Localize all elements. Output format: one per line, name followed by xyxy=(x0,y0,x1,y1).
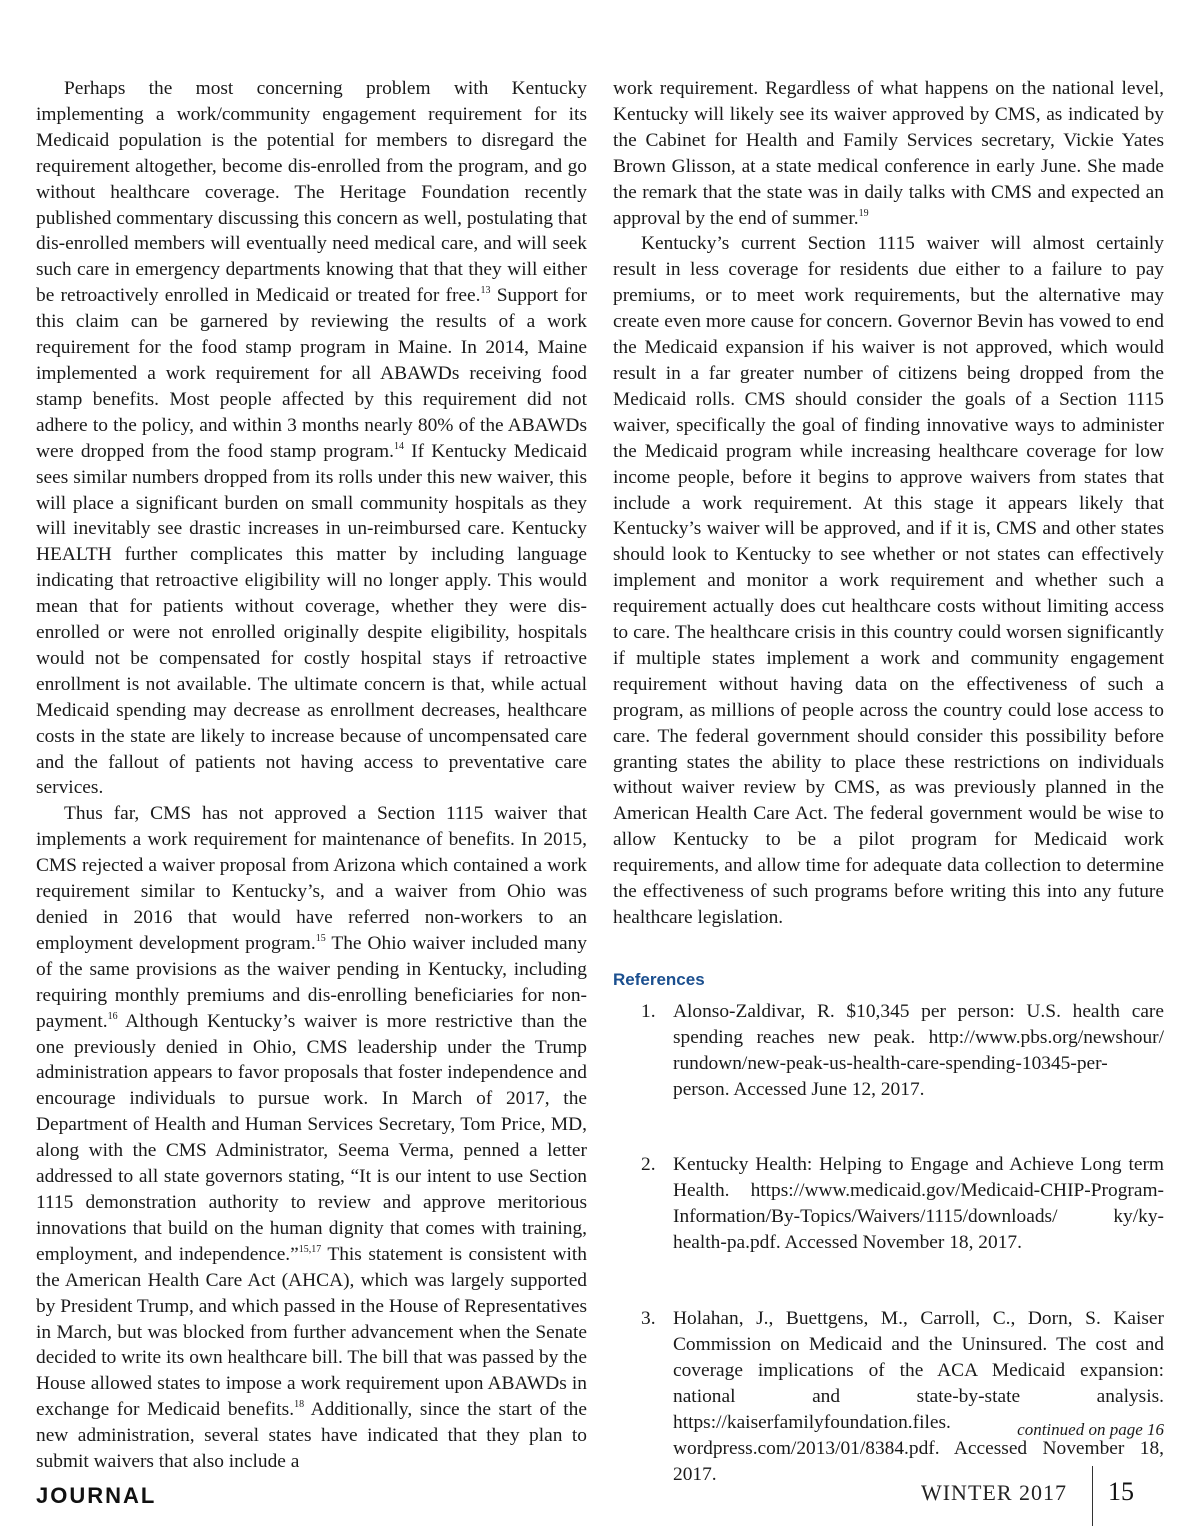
issue-label: WINTER 2017 xyxy=(920,1480,1067,1505)
body-paragraph: Perhaps the most concerning problem with Kentucky implementing a work/community engagement requirement for its Medicaid population is the potential for members to disregard the requirement altogether, become dis-enrolled from the program, and go without healthcare coverage. The Heritage Foundation recently published commentary discussing this concern as well, postulating that dis-enrolled members will eventually need medical care, and will seek such care in emergency departments knowing that that they will either be retroactively enrolled in Medicaid or treated for free.$^{13}$ Support for this claim can be garnered by reviewing the results of a work requirement for the food stamp program in Maine. In 2014, Maine implemented a work requirement for all ABAWDs receiving food stamp benefits. Most people affected by this requirement did not adhere to the policy, and within 3 months nearly 80% of the ABAWDs were dropped from the food stamp program.$^{14}$ If Kentucky Medicaid sees similar numbers dropped from its rolls under this new waiver, this will place a significant burden on small community hospitals as they will inevitably see drastic increases in un-reimbursed care. Kentucky HEALTH further complicates this matter by including language indicating that retroactive eligibility will no longer apply. This would mean that for patients without coverage, whether they were dis-enrolled or were not enrolled originally despite eligibility, hospitals would not be compensated for costly hospital stays if retroactive enrollment is not available. The ultimate concern is that, while actual Medicaid spending may decrease as enrollment decreases, healthcare costs in the state are likely to increase because of uncompensated care and the fallout of patients not having access to preventative care services. xyxy=(36,78,587,799)
footnote-ref: 14 xyxy=(393,440,404,452)
references-heading: References xyxy=(613,969,705,989)
reference-text: Kentucky Health: Helping to Engage and Achieve Long term Health. https://www.medicaid.gov/Medicaid-CHIP-Program-Information/By-Topics/Waivers/1115/downloads/ ky/ky-health-pa.pdf. Accessed November 18, 2017. xyxy=(673,1154,1164,1254)
footnote-ref: 15 xyxy=(315,932,326,944)
reference-item xyxy=(613,1152,1164,1256)
body-paragraph: Kentucky’s current Section 1115 waiver will almost certainly result in less coverage for residents due either to a failure to pay premiums, or to meet work requirements, but the alternative may create even more cause for concern. Governor Bevin has vowed to end the Medicaid expansion if his waiver is not approved, which would result in a far greater number of citizens being dropped from the Medicaid rolls. CMS should consider the goals of a Section 1115 waiver, specifically the goal of finding innovative ways to administer the Medicaid program while increasing healthcare coverage for low income people, before it begins to approve waivers from states that include a work requirement. At this stage it appears likely that Kentucky’s waiver will be approved, and if it is, CMS and other states should look to Kentucky to see whether or not states can effectively implement and monitor a work requirement and whether such a requirement actually does cut healthcare costs without limiting access to care. The healthcare crisis in this country could worsen significantly if multiple states implement a work and community engagement requirement without having data on the effectiveness of such a program, as millions of people across the country could lose access to care. The federal government should consider this possibility before granting states the ability to place these restrictions on individuals without waiver review by CMS, as was previously planned in the American Health Care Act. The federal government would be wise to allow Kentucky to be a pilot program for Medicaid work requirements, and allow time for adequate data collection to determine the effectiveness of such programs before writing this into any future healthcare legislation. xyxy=(613,233,1164,928)
page-number: 15 xyxy=(1108,1477,1134,1506)
reference-number: 3. xyxy=(641,1308,656,1330)
reference-number: 2. xyxy=(641,1154,656,1176)
reference-item xyxy=(613,1306,1164,1487)
right-column xyxy=(613,76,1164,1537)
reference-number: 1. xyxy=(641,1000,656,1022)
footnote-ref: 15,17 xyxy=(298,1243,322,1255)
body-paragraph: Thus far, CMS has not approved a Section 1115 waiver that implements a work requirement for maintenance of benefits. In 2015, CMS rejected a waiver proposal from Arizona which contained a work requirement similar to Kentucky’s, and a waiver from Ohio was denied in 2016 that would have referred non-workers to an employment development program.$^{15}$ The Ohio waiver included many of the same provisions as the waiver pending in Kentucky, including requiring monthly premiums and dis-enrolling beneficiaries for non-payment.$^{16}$ Although Kentucky’s waiver is more restrictive than the one previously denied in Ohio, CMS leadership under the Trump administration appears to favor proposals that foster independence and encourage individuals to pursue work. In March of 2017, the Department of Health and Human Services Secretary, Tom Price, MD, along with the CMS Administrator, Seema Verma, penned a letter addressed to all state governors stating, “It is our intent to use Section 1115 demonstration authority to review and approve meritorious innovations that build on the human dignity that comes with training, employment, and independence.”$^{15,17}$ This statement is consistent with the American Health Care Act (AHCA), which was largely supported by President Trump, and which passed in the House of Representatives in March, but was blocked from further advancement when the Senate decided to write its own healthcare bill. The bill that was passed by the House allowed states to impose a work requirement upon ABAWDs in exchange for Medicaid benefits.$^{18}$ Additionally, since the start of the new administration, several states have indicated that they plan to submit waivers that also include a xyxy=(36,803,588,1473)
reference-text: Alonso-Zaldivar, R. $10,345 per person: U.S. health care spending reaches new peak. http://www.pbs.org/newshour/ rundown/new-peak-us-health-care-spending-10345-per-person. Accessed June 12, 2017. xyxy=(673,1000,1164,1100)
journal-logo: JOURNAL xyxy=(36,1483,157,1508)
reference-item xyxy=(613,999,1164,1103)
body-paragraph: work requirement. Regardless of what happens on the national level, Kentucky will likely see its waiver approved by CMS, as indicated by the Cabinet for Health and Family Services secretary, Vickie Yates Brown Glisson, at a state medical conference in early June. She made the remark that the state was in daily talks with CMS and expected an approval by the end of summer.$^{19}$ xyxy=(613,78,1164,229)
left-column xyxy=(36,76,587,1475)
continued-note: continued on page 16 xyxy=(1017,1420,1164,1439)
footnote-ref: 19 xyxy=(858,207,869,219)
footnote-ref: 13 xyxy=(480,285,491,297)
footer-divider xyxy=(1092,1466,1093,1526)
footnote-ref: 16 xyxy=(107,1010,118,1022)
reference-text: Holahan, J., Buettgens, M., Carroll, C., Dorn, S. Kaiser Commission on Medicaid and the Uninsured. The cost and coverage implications of the ACA Medicaid expansion: national and state-by-state analysis. https://kaiserfamilyfoundation.files. wordpress.com/2013/01/8384.pdf. Accessed November 18, 2017. xyxy=(673,1308,1164,1485)
footnote-ref: 18 xyxy=(294,1399,305,1411)
